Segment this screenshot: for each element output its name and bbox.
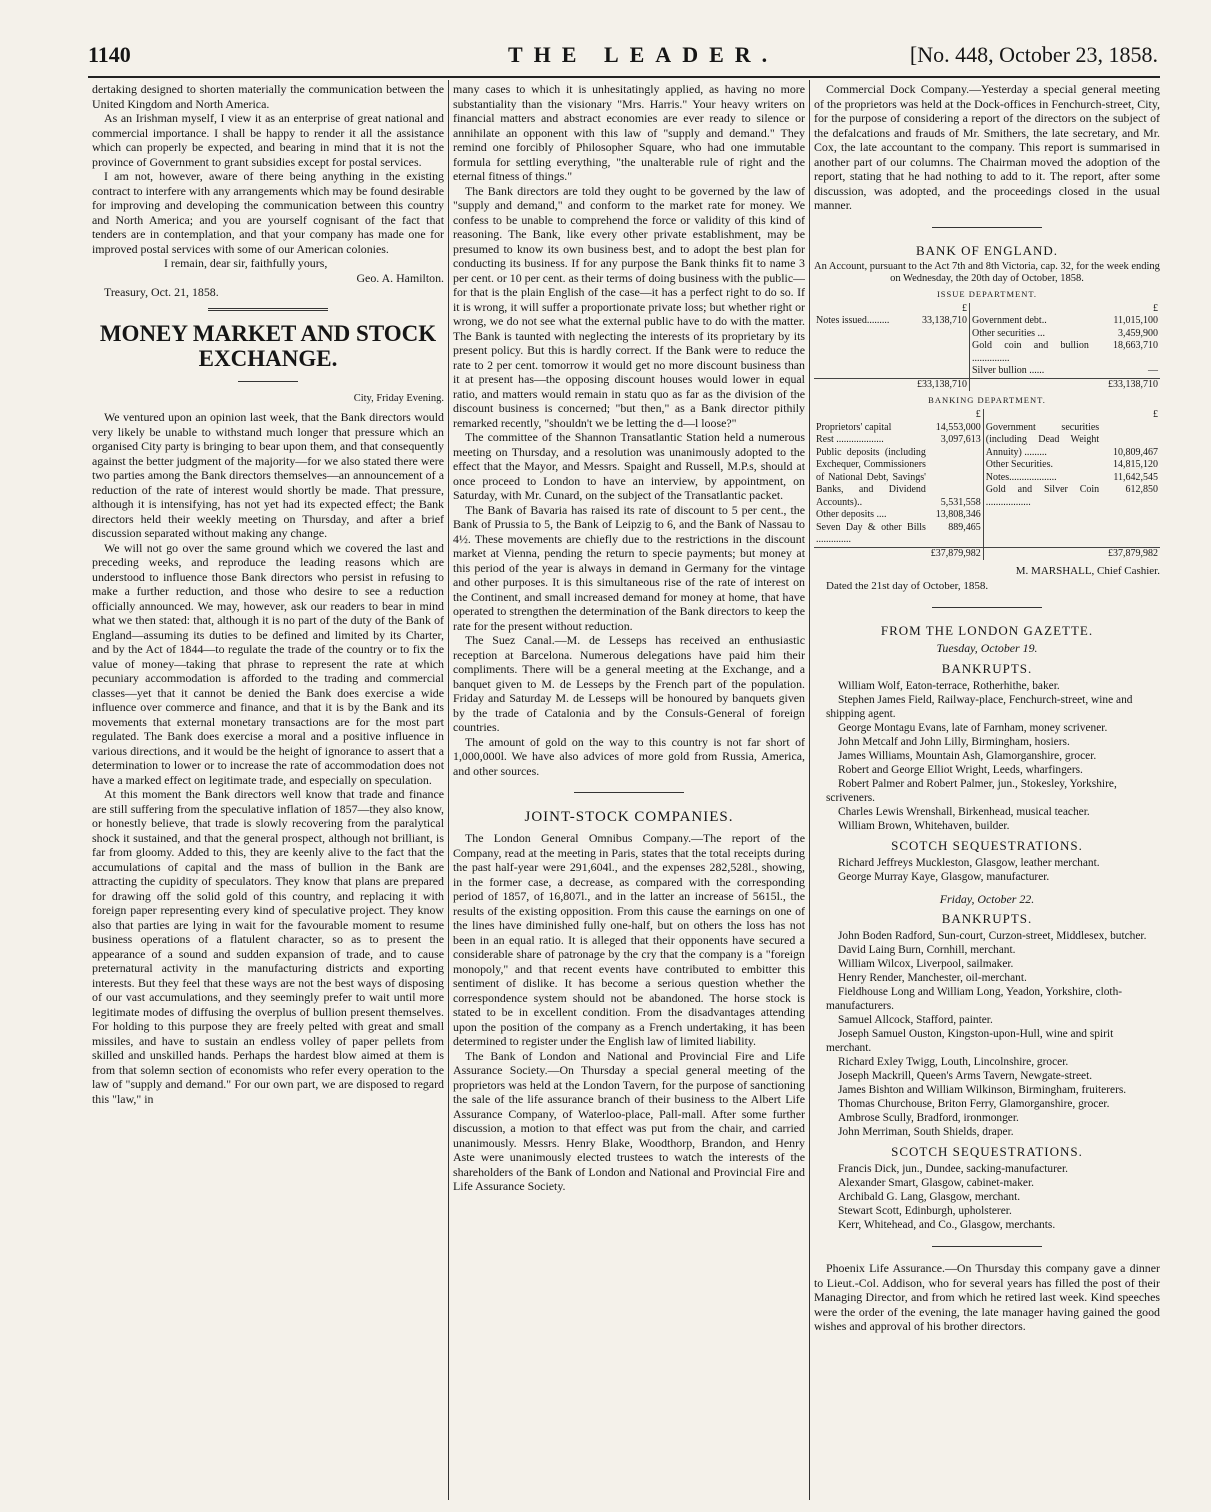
issue-heading: ISSUE DEPARTMENT. bbox=[936, 288, 1038, 299]
section-heading: JOINT-STOCK COMPANIES. bbox=[524, 809, 734, 825]
account-value: 612,850 bbox=[1125, 484, 1158, 495]
column-rule bbox=[448, 80, 449, 1500]
list-entry: George Montagu Evans, late of Farnham, money scrivener. bbox=[838, 721, 1108, 734]
account-label: Rest ................... bbox=[816, 434, 884, 445]
section-rule bbox=[932, 227, 1042, 228]
article-paragraph: The Bank directors are told they ought to be governed by the law of "supply and demand," and conform to the market rate for money. We confess to be unable to comprehend the force or validity of this kind of reasoning. The Bank, like every other private establishment, may be presumed to know its own business best, and to adopt the best plan for conducting its business. If for any purpose the Bank thinks fit to name 3 per cent. or 10 per cent. as their terms of doing business with the public—for that is the plain English of the case—it has a perfect right to do so. If it is wrong, it will suffer a proportionate private loss; but whether right or wrong, we do not see what the external public have to do with the matter. The Bank is taunted with neglecting the interests of its proprietary by its present policy. But this is hardly correct. If the Bank were to reduce the rate to 2 per cent. tomorrow it would get no more discount business than it at present has—the opposing discount houses would lower in equal ratio, and matters would remain in statu quo as far as the division of the discount business is concerned; "but then," as a Bank director pithily remarked recently, "shouldn't we be letting the d—l loose?" bbox=[453, 183, 805, 430]
list-entry: Francis Dick, jun., Dundee, sacking-manufacturer. bbox=[838, 1163, 1068, 1175]
column-2 bbox=[453, 82, 805, 1494]
account-value: 18,663,710 bbox=[1113, 340, 1158, 351]
date-subheading: Tuesday, October 19. bbox=[936, 641, 1038, 655]
banking-account-table bbox=[814, 409, 1160, 560]
letter-closing: I remain, dear sir, faithfully yours, bbox=[164, 256, 328, 270]
issue-account-table bbox=[814, 303, 1160, 392]
list-entry: John Boden Radford, Sun-court, Curzon-street, Middlesex, butcher. bbox=[838, 930, 1147, 942]
account-label: Public deposits (including Exchequer, Commissioners of National Debt, Savings' Banks, and Dividend Accounts).. bbox=[816, 446, 926, 508]
currency-mark: £ bbox=[975, 409, 981, 420]
news-item: The Bank of Bavaria has raised its rate of discount to 5 per cent., the Bank of Prussia to 5, the Bank of Leipzig to 6, and the Bank of Nassau to 4½. These movements are chiefly due to the restrictions in the discount market at Vienna, pending the return to specie payments; but money at this period of the year is always in demand in Germany for the vintage and other purposes. It is this simultaneous rise of the rate of interest on the Continent, and small increased demand for money at home, that have operated to strengthen the determination of the Bank directors to keep the rate for the present without reduction. bbox=[453, 502, 805, 633]
column-1 bbox=[92, 82, 444, 1494]
list-entry: William Brown, Whitehaven, builder. bbox=[838, 819, 1010, 832]
account-value: 14,815,120 bbox=[1113, 459, 1158, 470]
list-entry: Joseph Samuel Ouston, Kingston-upon-Hull, wine and spirit merchant. bbox=[826, 1028, 1114, 1054]
currency-mark: £ bbox=[1153, 409, 1158, 420]
list-entry: Fieldhouse Long and William Long, Yeadon, Yorkshire, cloth-manufacturers. bbox=[826, 986, 1123, 1012]
currency-mark: £ bbox=[962, 302, 967, 314]
letter-date: Treasury, Oct. 21, 1858. bbox=[104, 285, 219, 299]
article-paragraph: We will not go over the same ground which we covered the last and preceding weeks, and reproduce the leading reasons which are understood to influence those Bank directors who persist in refusing to make a further reduction, and those who desire to see a reduction officially announced. We may, however, ask our readers to bear in mind what we then stated: that, although it is no part of the duty of the Bank of England—assuming its duties to be defined and limited by its Charter, and by the Act of 1844—to regulate the trade of the country or to fix the value of money—taking that phrase to represent the rate at which pecuniary accommodation is afforded to the trading and commercial classes—yet that it cannot be denied the Bank does exercise a wide influence over commerce and finance, and that it is by the Bank and its movements that external monetary transactions are for the most part regulated. The Bank does exercise a moral and a positive influence in various directions, and it would be the height of ignorance to assert that a determination to lower or to increase the rate of accommodation does not have a marked effect on legitimate trade, and especially on speculation. bbox=[92, 540, 444, 787]
account-label: Other deposits .... bbox=[816, 509, 887, 520]
section-rule bbox=[574, 792, 684, 793]
account-value: 13,808,346 bbox=[935, 509, 981, 520]
news-item: The amount of gold on the way to this country is not far short of 1,000,000l. We have also advices of more gold from Russia, America, and other sources. bbox=[453, 734, 805, 778]
news-item: The Suez Canal.—M. de Lesseps has received an enthusiastic reception at Barcelona. Numerous delegations have paid him their compliments. There will be a general meeting at the Exchange, and a banquet given to M. de Lesseps by the French part of the population. Friday and Saturday M. de Lesseps will be honoured by banquets given by the trade of Catalonia and by the Consuls-General of foreign countries. bbox=[453, 633, 805, 734]
bankrupts-heading: BANKRUPTS. bbox=[941, 660, 1033, 676]
column-rule bbox=[809, 80, 810, 1500]
account-total: £37,879,982 bbox=[1101, 547, 1160, 560]
section-heading: MONEY MARKET AND STOCK EXCHANGE. bbox=[99, 320, 437, 371]
sequestrations-list bbox=[814, 856, 1160, 884]
account-total: £37,879,982 bbox=[928, 547, 983, 560]
scotch-heading: SCOTCH SEQUESTRATIONS. bbox=[891, 1144, 1083, 1159]
bank-heading: BANK OF ENGLAND. bbox=[915, 242, 1059, 258]
list-entry: Stewart Scott, Edinburgh, upholsterer. bbox=[838, 1205, 1012, 1217]
account-total: £33,138,710 bbox=[900, 378, 969, 391]
list-entry: Stephen James Field, Railway-place, Fenchurch-street, wine and shipping agent. bbox=[826, 693, 1133, 720]
bankrupts-list bbox=[814, 679, 1160, 833]
company-item: Phoenix Life Assurance.—On Thursday this company gave a dinner to Lieut.-Col. Addison, who for several years has filled the post of their Managing Director, and from which he retired last week. Kind speeches were the order of the evening, the late manager having gained the good wishes and approval of his brother directors. bbox=[814, 1261, 1160, 1333]
account-label: Proprietors' capital bbox=[816, 421, 892, 433]
list-entry: Kerr, Whitehead, and Co., Glasgow, merchants. bbox=[838, 1219, 1056, 1231]
section-rule bbox=[932, 607, 1042, 608]
list-entry: Robert and George Elliot Wright, Leeds, wharfingers. bbox=[838, 763, 1083, 776]
list-entry: Robert Palmer and Robert Palmer, jun., Stokesley, Yorkshire, scriveners. bbox=[826, 777, 1117, 804]
list-entry: John Metcalf and John Lilly, Birmingham, hosiers. bbox=[838, 735, 1070, 748]
account-value: 33,138,710 bbox=[922, 315, 967, 326]
article-paragraph: We ventured upon an opinion last week, that the Bank directors would very likely be unable to withstand much longer that pressure which an organised City party is bringing to bear upon them, and that consequently against the better judgment of the majority—for we also stated there were two parties among the Bank directors themselves—an announcement of a reduction of the rate of interest would shortly be made. That pressure, although it is intensifying, has not yet had its expected effect; the Bank directors held their weekly meeting on Thursday, and after a brief discussion separated without making any change. bbox=[92, 410, 444, 540]
list-entry: James Williams, Mountain Ash, Glamorganshire, grocer. bbox=[838, 749, 1097, 762]
letter-paragraph: dertaking designed to shorten materially the communication between the United Kingdom and North America. bbox=[92, 82, 444, 111]
list-entry: Richard Jeffreys Muckleston, Glasgow, leather merchant. bbox=[838, 856, 1100, 869]
account-value: — bbox=[1148, 365, 1158, 376]
list-entry: John Merriman, South Shields, draper. bbox=[838, 1126, 1014, 1138]
list-entry: Samuel Allcock, Stafford, painter. bbox=[838, 1014, 993, 1026]
bank-intro: An Account, pursuant to the Act 7th and 8th Victoria, cap. 32, for the week ending on Wednesday, the 20th day of October, 1858. bbox=[814, 260, 1160, 284]
column-3 bbox=[814, 82, 1160, 1494]
header-rule bbox=[88, 76, 1160, 78]
account-value: 11,015,100 bbox=[1113, 315, 1158, 326]
account-value: 889,465 bbox=[948, 521, 981, 533]
banking-heading: BANKING DEPARTMENT. bbox=[928, 395, 1046, 405]
bankrupts-list bbox=[814, 929, 1160, 1139]
list-entry: Richard Exley Twigg, Louth, Lincolnshire, grocer. bbox=[838, 1056, 1069, 1068]
cashier-signature: M. MARSHALL, Chief Cashier. bbox=[1015, 565, 1160, 577]
list-entry: Alexander Smart, Glasgow, cabinet-maker. bbox=[838, 1177, 1034, 1189]
letter-signature: Geo. A. Hamilton. bbox=[356, 270, 444, 285]
list-entry: Joseph Mackrill, Queen's Arms Tavern, Newgate-street. bbox=[838, 1070, 1093, 1082]
account-label: Government securities (including Dead Weight Annuity) ......... bbox=[985, 421, 1100, 458]
account-value: 14,553,000 bbox=[935, 421, 981, 433]
section-rule bbox=[932, 1246, 1042, 1247]
account-label: Gold coin and bullion ............... bbox=[972, 340, 1089, 364]
account-value: 5,531,558 bbox=[940, 496, 981, 508]
account-total: £33,138,710 bbox=[1091, 378, 1160, 391]
gazette-heading: FROM THE LONDON GAZETTE. bbox=[880, 623, 1094, 638]
dateline: City, Friday Evening. bbox=[353, 392, 444, 404]
masthead-title: THE LEADER. bbox=[508, 42, 779, 67]
account-label: Other securities ... bbox=[972, 327, 1046, 339]
list-entry: William Wolf, Eaton-terrace, Rotherhithe, baker. bbox=[838, 679, 1060, 692]
page-number: 1140 bbox=[88, 42, 131, 67]
account-label: Other Securities. bbox=[985, 459, 1053, 470]
account-label: Silver bullion ...... bbox=[972, 365, 1045, 376]
issue-line: [No. 448, October 23, 1858. bbox=[909, 42, 1158, 67]
account-label: Gold and Silver Coin .................. bbox=[985, 484, 1100, 508]
section-rule bbox=[208, 308, 328, 311]
account-value: 11,642,545 bbox=[1113, 471, 1158, 483]
company-item: The Bank of London and National and Provincial Fire and Life Assurance Society.—On Thursday a special general meeting of the proprietors was held at the London Tavern, for the purpose of sanctioning the sale of the life assurance branch of their business to the Albert Life Assurance Company, of Waterloo-place, Pall-mall. After some further discussion, a motion to that effect was put from the chair, and carried unanimously. Messrs. Henry Blake, Woodthorp, Brandon, and Henry Aste were unanimously elected trustees to watch the interests of the shareholders of the Bank of London and National and Provincial Fire and Life Assurance Society. bbox=[453, 1048, 805, 1193]
account-label: Government debt.. bbox=[972, 315, 1047, 326]
news-item: The committee of the Shannon Transatlantic Station held a numerous meeting on Thursday, and a resolution was unanimously adopted to the effect that the Mayor, and Messrs. Spaight and Russell, M.P.s, should at once proceed to London to have an interview, by appointment, on Saturday, with Mr. Cunard, on the subject of the Transatlantic packet. bbox=[453, 430, 805, 502]
account-value: 3,459,900 bbox=[1118, 327, 1158, 339]
account-label: Notes................... bbox=[985, 471, 1057, 483]
list-entry: Henry Render, Manchester, oil-merchant. bbox=[838, 972, 1027, 984]
list-entry: Thomas Churchouse, Briton Ferry, Glamorganshire, grocer. bbox=[838, 1098, 1110, 1110]
account-label: Notes issued......... bbox=[816, 315, 890, 326]
list-entry: Charles Lewis Wrenshall, Birkenhead, musical teacher. bbox=[838, 805, 1090, 818]
account-value: 3,097,613 bbox=[940, 434, 981, 445]
company-item: The London General Omnibus Company.—The report of the Company, read at the meeting in Paris, states that the total receipts during the past half-year were 291,604l., and the expenses 282,528l., showing, in the former case, a decrease, as compared with the corresponding period of 1857, of 16,807l., and in the latter an increase of 5615l., the results of the existing opposition. From this cause the earnings on one of the lines have diminished fully one-half, but on others the loss has not been in an equal ratio. It is alleged that their opponents have secured a considerable share of patronage by the cry that the company is a "foreign monopoly," and that recent events have contributed to embitter this sentiment of dislike. It has become a serious question whether the correspondence system should not be abandoned. The horse stock is stated to be in excellent condition. From the disadvantages attending upon the position of the company as a French undertaking, it has been determined to register under the English law of limited liability. bbox=[453, 831, 805, 1048]
list-entry: Archibald G. Lang, Glasgow, merchant. bbox=[838, 1191, 1021, 1203]
letter-paragraph: I am not, however, aware of there being anything in the existing contract to interfere with any arrangements which may be found desirable for improving and developing the communication between this country and North America; and you are yourself cognisant of the fact that tenders are in contemplation, and that your company has made one for improved postal services with some of our American colonies. bbox=[92, 169, 444, 256]
page-header bbox=[88, 40, 1158, 72]
bankrupts-heading: BANKRUPTS. bbox=[941, 911, 1033, 926]
list-entry: William Wilcox, Liverpool, sailmaker. bbox=[838, 958, 1014, 970]
sequestrations-list bbox=[814, 1162, 1160, 1232]
article-paragraph: many cases to which it is unhesitatingly applied, as having no more substantiality than the visionary "Mrs. Harris." Your heavy writers on financial matters and abstract economies are ever ready to silence or annihilate an opponent with this law of "supply and demand." They remind one forcibly of Philosopher Square, who had one immutable formula for settling everything, "the unalterable rule of right and the eternal fitness of things." bbox=[453, 82, 805, 183]
account-value: 10,809,467 bbox=[1113, 446, 1158, 458]
company-item: Commercial Dock Company.—Yesterday a special general meeting of the proprietors was held at the Dock-offices in Fenchurch-street, City, for the purpose of considering a report of the directors on the subject of the defalcations and frauds of Mr. Smithers, the late secretary, and Mr. Cox, the late accountant to the company. This report is summarised in another part of our columns. The Chairman moved the adoption of the report, stating that he had nothing to add to it. The report, after some discussion, was adopted, and the proceedings closed in the usual manner. bbox=[814, 82, 1160, 212]
short-rule bbox=[238, 381, 298, 382]
currency-mark: £ bbox=[1153, 302, 1158, 314]
article-paragraph: At this moment the Bank directors well know that trade and finance are still suffering from the speculative inflation of 1857—they also know, or honestly believe, that trade is slowly recovering from the paralytical shock it sustained, and that the general prospect, although not brilliant, is far from gloomy. Added to this, they are keenly alive to the fact that the accumulations of capital and the mass of bullion in the Bank are attracting the cupidity of speculators. They know that plans are prepared for drawing off the solid gold of this country, and replacing it with foreign paper representing every kind of speculative project. They know also that parties are lying in wait for the favourable moment to resume business operations of a flatulent character, so as to present the appearance of a sound and sudden expansion of trade, and to cause preternatural activity in the manufacturing districts and exporting interests. But they feel that these ways are not the best ways of disposing of our vast accumulations, and they seemingly prefer to wait until more legitimate modes of diffusing the overplus of bullion present themselves. For holding to this purpose they are freely pelted with great and small missiles, and have to sustain an endless volley of paper pellets from skilled and unskilled hands. Perhaps the hardest blow aimed at them is from that solemn section of economists who refer every operation to the law of "supply and demand." For our own part, we are disposed to regard this "law," in bbox=[92, 787, 444, 1106]
date-subheading: Friday, October 22. bbox=[939, 891, 1035, 906]
letter-paragraph: As an Irishman myself, I view it as an enterprise of great national and commercial importance. I shall be happy to render it all the assistance which can properly be expected, and bearing in mind that it is not the province of Government to grant subsidies except for postal services. bbox=[92, 111, 444, 169]
dated-line: Dated the 21st day of October, 1858. bbox=[826, 579, 989, 592]
list-entry: George Murray Kaye, Glasgow, manufacturer. bbox=[838, 870, 1050, 883]
list-entry: David Laing Burn, Cornhill, merchant. bbox=[838, 944, 1016, 956]
list-entry: James Bishton and William Wilkinson, Birmingham, fruiterers. bbox=[838, 1084, 1127, 1096]
scotch-heading: SCOTCH SEQUESTRATIONS. bbox=[891, 837, 1083, 853]
list-entry: Ambrose Scully, Bradford, ironmonger. bbox=[838, 1112, 1019, 1124]
account-label: Seven Day & other Bills .............. bbox=[816, 521, 926, 545]
